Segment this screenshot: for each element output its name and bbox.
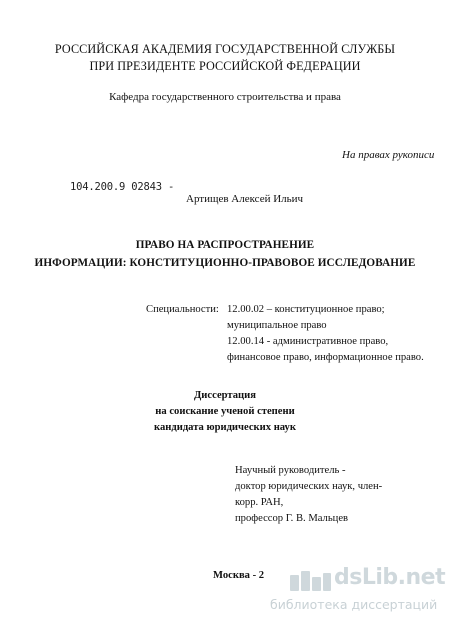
specialty-line-4: финансовое право, информационное право. — [227, 352, 424, 363]
books-logo-icon — [288, 567, 332, 593]
org-name-line2: ПРИ ПРЕЗИДЕНТЕ РОССИЙСКОЙ ФЕДЕРАЦИИ — [89, 59, 361, 73]
specialty-line-3: 12.00.14 - административное право, — [227, 336, 389, 347]
supervisor-line-4: профессор Г. В. Мальцев — [235, 513, 349, 524]
degree-line2: на соискание ученой степени — [155, 406, 295, 417]
author-name: Артищев Алексей Ильич — [186, 193, 304, 205]
supervisor-line-2: доктор юридических наук, член- — [235, 481, 383, 492]
thesis-title-line2: ИНФОРМАЦИИ: КОНСТИТУЦИОННО-ПРАВОВОЕ ИССЛЕДОВАНИЕ — [34, 257, 416, 269]
watermark-tagline: библиотека диссертаций — [270, 597, 438, 612]
org-name-line1: РОССИЙСКАЯ АКАДЕМИЯ ГОСУДАРСТВЕННОЙ СЛУЖБЫ — [54, 42, 396, 56]
thesis-title-line1: ПРАВО НА РАСПРОСТРАНЕНИЕ — [135, 239, 315, 251]
library-stamp-number: 104.200.9 02843 - — [70, 181, 175, 193]
degree-line1: Диссертация — [194, 390, 256, 401]
manuscript-note: На правах рукописи — [342, 149, 435, 161]
specialties-label: Специальности: — [146, 304, 219, 315]
dslib-watermark — [270, 565, 448, 617]
watermark-brand: dsLib.net — [334, 565, 446, 590]
city-year: Москва - 2 — [213, 570, 265, 581]
department-name: Кафедра государственного строительства и права — [109, 91, 341, 103]
specialty-line-1: 12.00.02 – конституционное право; — [227, 304, 385, 315]
supervisor-line-1: Научный руководитель - — [235, 465, 346, 476]
supervisor-line-3: корр. РАН, — [235, 497, 284, 508]
degree-line3: кандидата юридических наук — [154, 422, 296, 433]
specialty-line-2: муниципальное право — [227, 320, 327, 331]
